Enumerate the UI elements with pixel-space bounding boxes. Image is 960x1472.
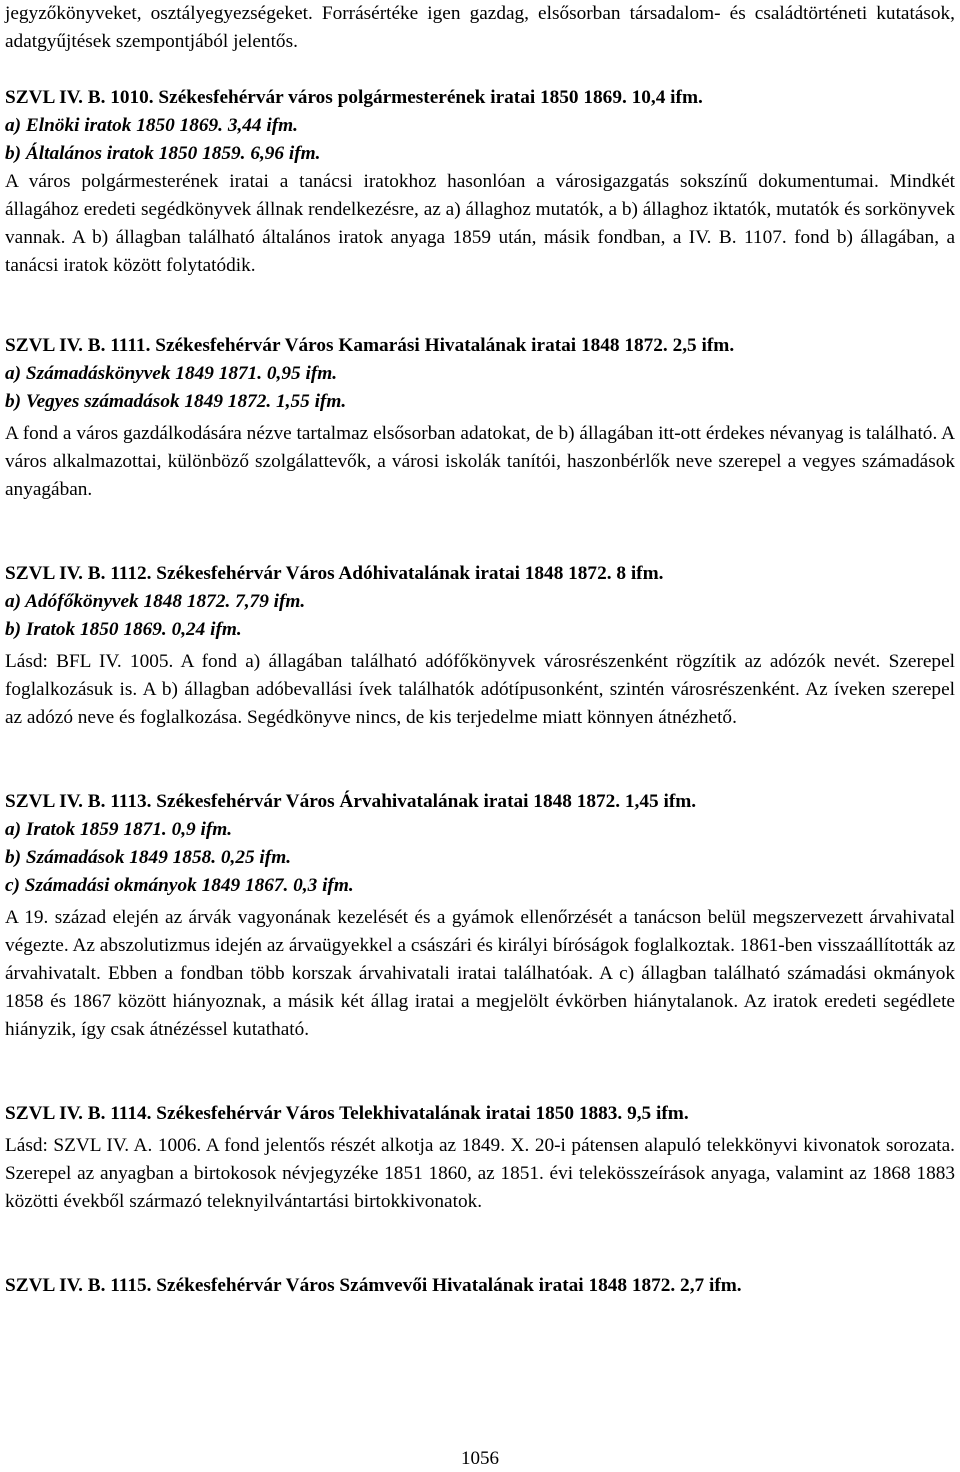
fond-title: SZVL IV. B. 1112. Székesfehérvár Város Adóhivatalának iratai 1848 1872. 8 ifm. <box>5 563 664 584</box>
fond-1010 <box>5 84 955 280</box>
section-gap <box>5 1216 955 1244</box>
sub-series: c) Számadási okmányok 1849 1867. 0,3 ifm. <box>5 875 354 896</box>
sub-series: b) Vegyes számadások 1849 1872. 1,55 ifm. <box>5 391 347 412</box>
fond-title: SZVL IV. B. 1010. Székesfehérvár város polgármesterének iratai 1850 1869. 10,4 ifm. <box>5 87 703 108</box>
section-gap <box>5 760 955 788</box>
document-page <box>5 0 955 1300</box>
sub-series: b) Iratok 1850 1869. 0,24 ifm. <box>5 619 242 640</box>
section-gap <box>5 280 955 308</box>
intro-paragraph: jegyzőkönyveket, osztályegyezségeket. Forrásértéke igen gazdag, elsősorban társadalom- és családtörténeti kutatások, adatgyűjtések szempontjából jelentős. <box>5 3 955 52</box>
section-gap <box>5 504 955 532</box>
fond-title: SZVL IV. B. 1113. Székesfehérvár Város Árvahivatalának iratai 1848 1872. 1,45 ifm. <box>5 791 697 812</box>
section-gap <box>5 1244 955 1272</box>
fond-description: A 19. század elején az árvák vagyonának kezelését és a gyámok ellenőrzését a tanácson belül megszervezett árvahivatal végezte. Az abszolutizmus idején az árvaügyekkel a császári és királyi bíróságok foglalkoztak. 1861-ben visszaállították az árvahivatalt. Ebben a fondban több korszak árvahivatali iratai találhatóak. A c) állagban található számadási okmányok 1858 és 1867 között hiányoznak, a másik két állag iratai a megjelölt évkörben hiánytalanok. Az iratok eredeti segédlete hiányzik, így csak átnézéssel kutatható. <box>5 907 955 1040</box>
fond-description: A város polgármesterének iratai a tanácsi iratokhoz hasonlóan a városigazgatás sokszínű dokumentumai. Mindkét állagához eredeti segédkönyvek állnak rendelkezésre, az a) állaghoz mutatók, a b) állaghoz iktatók, mutatók és sorkönyvek vannak. A b) állagban található általános iratok anyaga 1859 után, másik fondban, a IV. B. 1107. fond b) állagában, a tanácsi iratok között folytatódik. <box>5 171 955 276</box>
page-number: 1056 <box>461 1448 499 1469</box>
section-gap <box>5 532 955 560</box>
fond-1115 <box>5 1272 955 1300</box>
sub-series: a) Adófőkönyvek 1848 1872. 7,79 ifm. <box>5 591 306 612</box>
fond-title: SZVL IV. B. 1111. Székesfehérvár Város Kamarási Hivatalának iratai 1848 1872. 2,5 ifm. <box>5 335 735 356</box>
fond-description: A fond a város gazdálkodására nézve tartalmaz elsősorban adatokat, de b) állagában itt-ott érdekes névanyag is található. A város alkalmazottai, különböző szolgálattevők, a városi iskolák tanítói, haszonbérlők neve szerepel a vegyes számadások anyagában. <box>5 423 955 500</box>
fond-1112 <box>5 560 955 732</box>
fond-description: Lásd: BFL IV. 1005. A fond a) állagában található adófőkönyvek városrészenként rögzítik az adózók nevét. Szerepel foglalkozásuk is. A b) állagban adóbevallási ívek találhatók adótípusonként, szintén városrészenként. Az íveken szerepel az adózó neve és foglalkozása. Segédkönyve nincs, de kis terjedelme miatt könnyen átnézhető. <box>5 651 955 728</box>
sub-series: a) Iratok 1859 1871. 0,9 ifm. <box>5 819 233 840</box>
fond-title: SZVL IV. B. 1114. Székesfehérvár Város Telekhivatalának iratai 1850 1883. 9,5 ifm. <box>5 1103 689 1124</box>
fond-title: SZVL IV. B. 1115. Székesfehérvár Város Számvevői Hivatalának iratai 1848 1872. 2,7 ifm. <box>5 1275 742 1296</box>
sub-series: b) Általános iratok 1850 1859. 6,96 ifm. <box>5 143 321 164</box>
sub-series: b) Számadások 1849 1858. 0,25 ifm. <box>5 847 292 868</box>
sub-series: a) Számadáskönyvek 1849 1871. 0,95 ifm. <box>5 363 338 384</box>
section-gap <box>5 732 955 760</box>
fond-1114 <box>5 1100 955 1216</box>
fond-1111 <box>5 332 955 504</box>
fond-1113 <box>5 788 955 1044</box>
section-gap <box>5 1044 955 1072</box>
section-gap <box>5 1072 955 1100</box>
fond-description: Lásd: SZVL IV. A. 1006. A fond jelentős részét alkotja az 1849. X. 20-i pátensen alapuló telekkönyvi kivonatok sorozata. Szerepel az anyagban a birtokosok névjegyzéke 1851 1860, az 1851. évi telekösszeírások anyaga, valamint az 1868 1883 közötti évekből származó teleknyilvántartási birtokkivonatok. <box>5 1135 955 1212</box>
section-gap <box>5 56 955 84</box>
sub-series: a) Elnöki iratok 1850 1869. 3,44 ifm. <box>5 115 298 136</box>
